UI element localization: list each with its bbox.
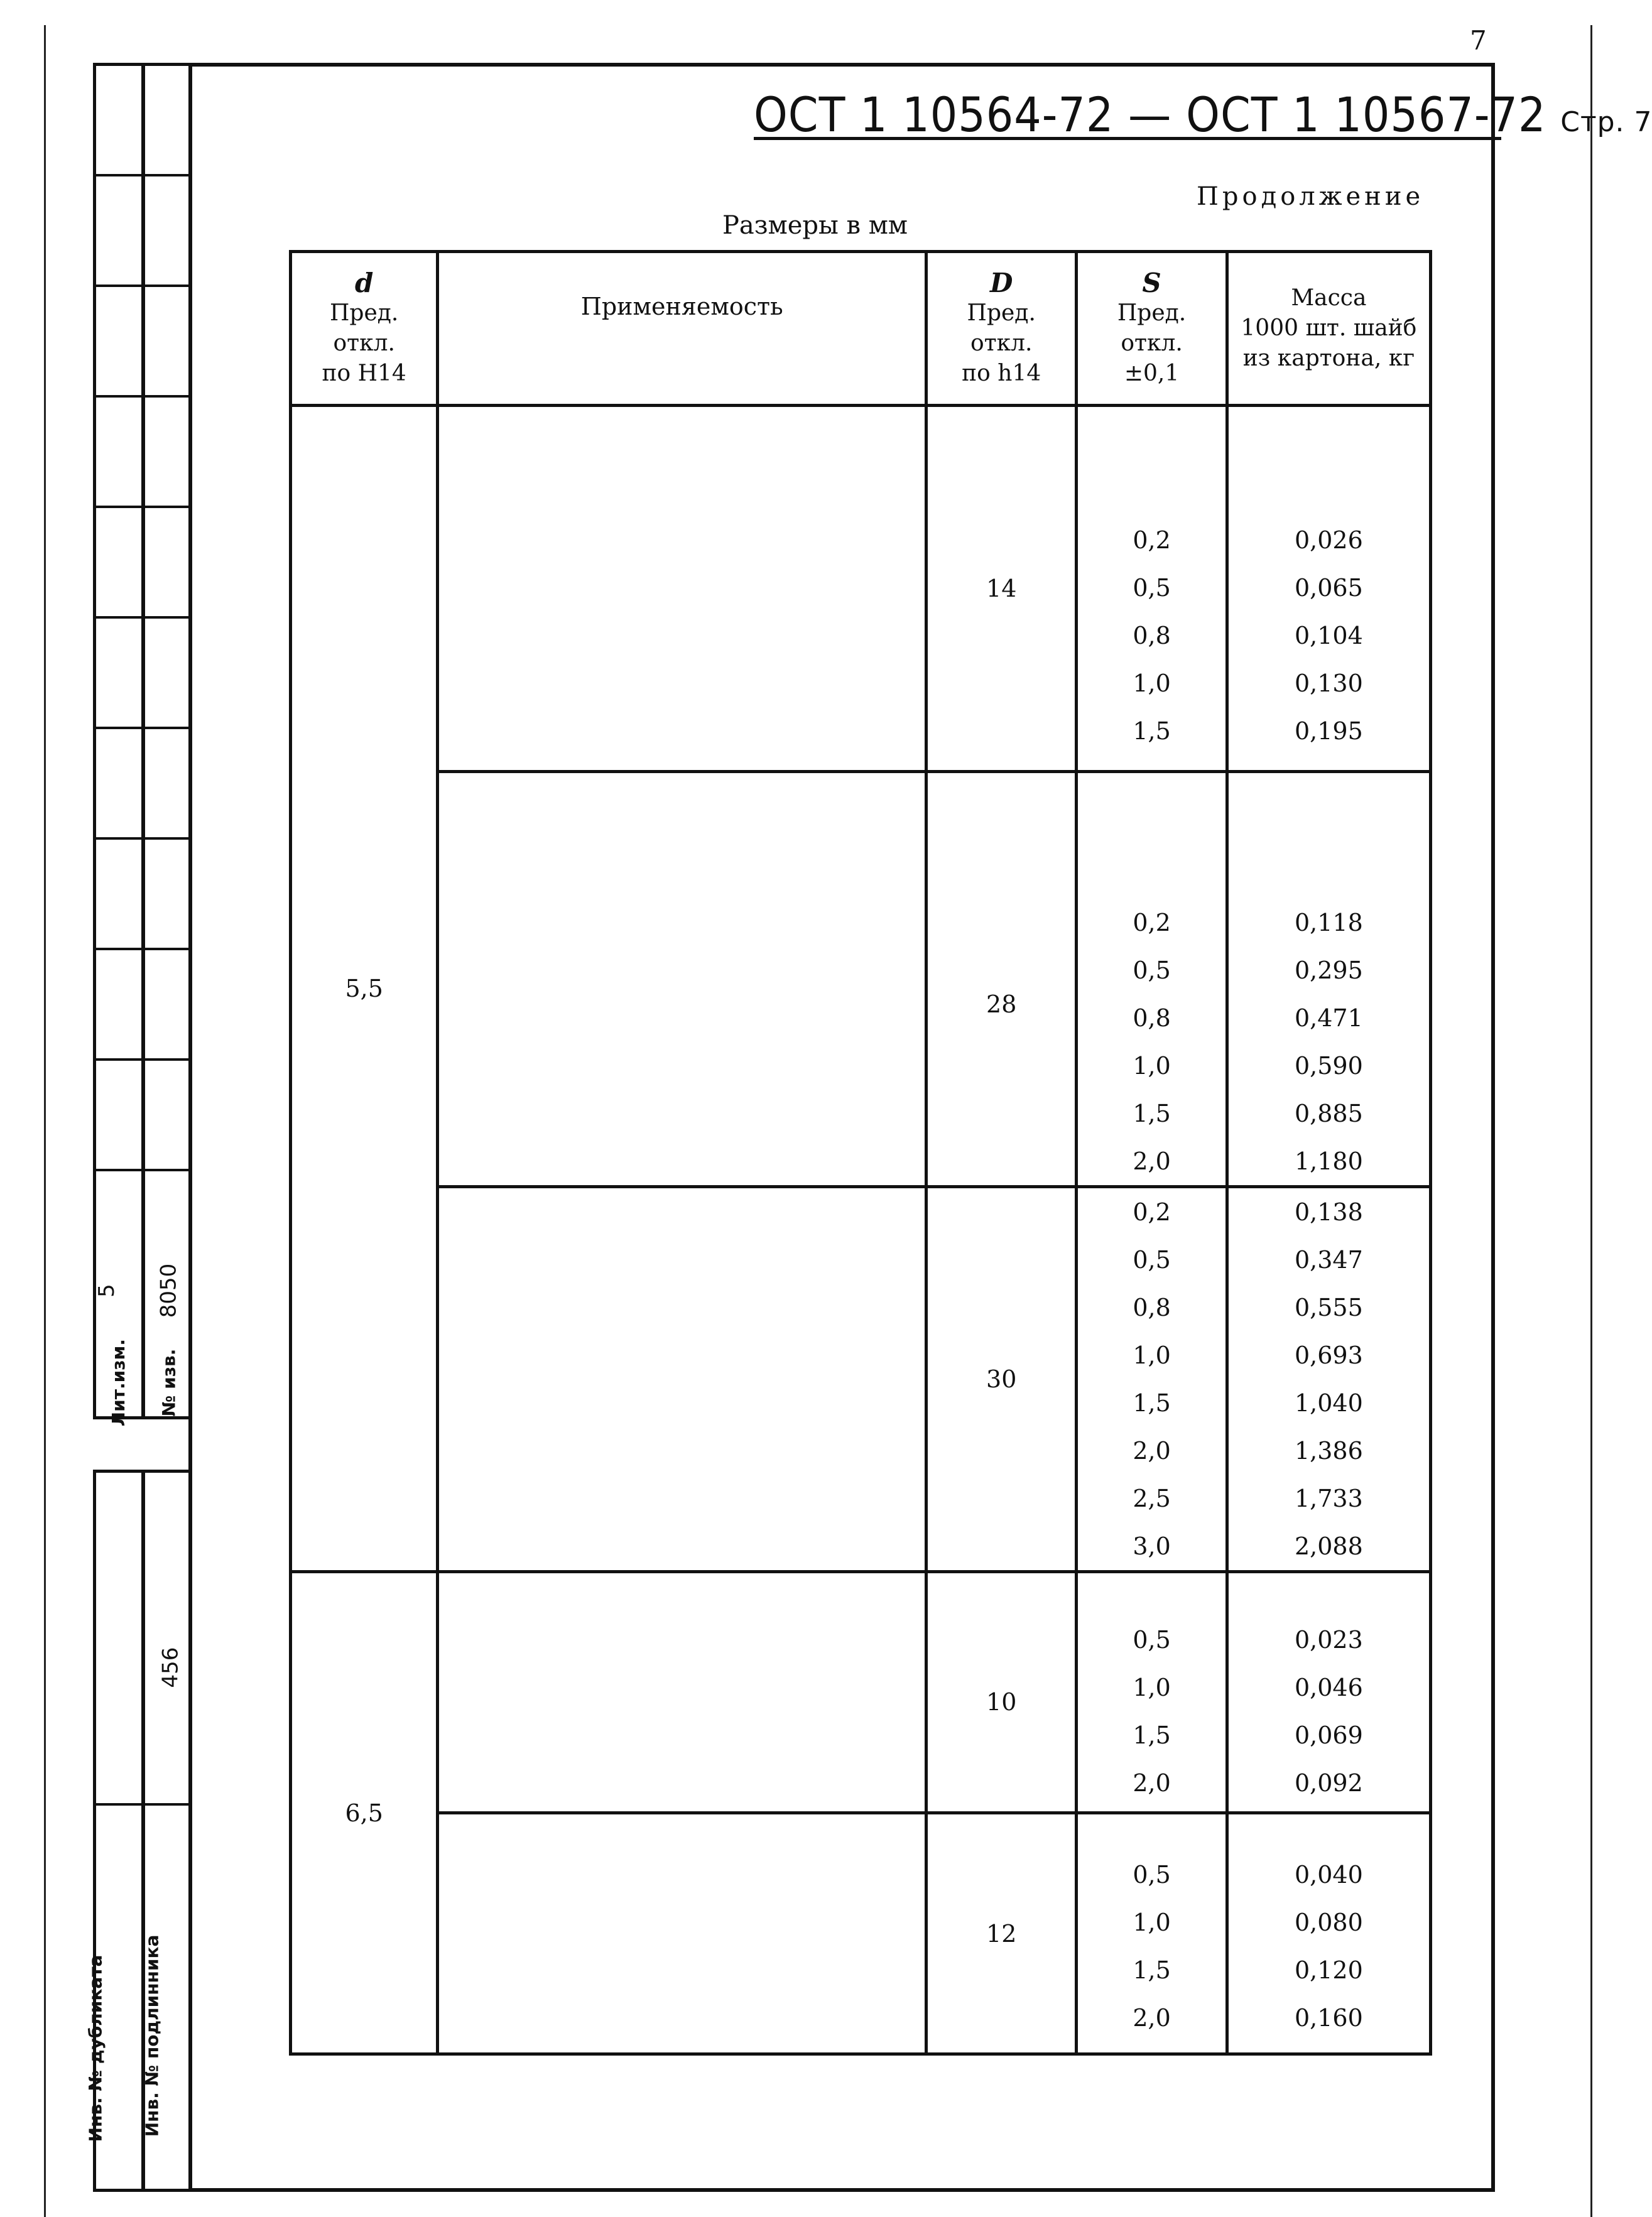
d-value-cell — [291, 406, 438, 1572]
col-S-line: Пред. — [1117, 300, 1187, 326]
page-number: 7 — [1470, 25, 1487, 56]
col-d-line: Пред. — [330, 300, 399, 326]
D-value: 10 — [986, 1688, 1017, 1716]
mass-value: 0,195 — [1294, 717, 1363, 745]
col-d-symbol: d — [355, 268, 374, 298]
izv-value: 8050 — [156, 1263, 182, 1318]
applicability-cell — [438, 1572, 927, 1813]
mass-values-cell — [1227, 1572, 1430, 1813]
s-value: 0,2 — [1133, 909, 1171, 936]
d-value-cell — [291, 1572, 438, 2054]
s-value: 2,0 — [1133, 1437, 1171, 1465]
table-row — [291, 406, 1431, 772]
s-value: 1,0 — [1133, 1342, 1171, 1369]
col-D-line: Пред. — [967, 300, 1036, 326]
washer-table — [289, 250, 1432, 2056]
izv-label: № изв. — [158, 1348, 180, 1417]
mass-value: 0,118 — [1294, 909, 1363, 936]
table-row — [291, 1572, 1431, 1813]
mass-value: 0,160 — [1294, 2003, 1363, 2032]
D-value: 12 — [986, 1919, 1017, 1948]
D-value: 28 — [986, 990, 1017, 1018]
dimensions-note: Размеры в мм — [722, 211, 908, 240]
D-value-cell — [927, 406, 1077, 772]
s-values-cell — [1077, 1187, 1227, 1572]
header-underline — [754, 137, 1501, 140]
s-value: 1,5 — [1133, 1956, 1171, 1984]
mass-value: 0,023 — [1294, 1625, 1363, 1654]
s-value: 3,0 — [1133, 1532, 1171, 1560]
s-value: 0,5 — [1133, 574, 1171, 602]
mass-value: 0,120 — [1294, 1956, 1363, 1984]
col-mass-line: 1000 шт. шайб — [1241, 315, 1417, 341]
mass-value: 1,386 — [1294, 1437, 1363, 1465]
s-value: 2,5 — [1133, 1485, 1171, 1512]
s-value: 0,8 — [1133, 622, 1171, 649]
mass-values-cell — [1227, 772, 1430, 1187]
s-value: 0,5 — [1133, 957, 1171, 984]
D-value: 30 — [986, 1365, 1017, 1393]
applicability-cell — [438, 406, 927, 772]
s-value: 0,2 — [1133, 1198, 1171, 1226]
mass-value: 0,065 — [1294, 574, 1363, 602]
s-values-cell — [1077, 1572, 1227, 1813]
mass-value: 0,295 — [1294, 957, 1363, 984]
mass-value: 0,026 — [1294, 526, 1363, 554]
col-D — [927, 252, 1077, 406]
s-value: 1,0 — [1133, 1052, 1171, 1080]
podl-value: 456 — [158, 1647, 183, 1688]
s-value: 1,5 — [1133, 1721, 1171, 1749]
mass-value: 0,069 — [1294, 1721, 1363, 1749]
col-S-symbol: S — [1142, 268, 1161, 298]
d-value: 5,5 — [345, 975, 383, 1002]
table-row — [291, 1813, 1431, 2054]
col-D-line: по h14 — [962, 360, 1041, 386]
side-stamp-upper-right — [142, 63, 192, 1419]
s-value: 1,0 — [1133, 669, 1171, 697]
col-S-line: ±0,1 — [1124, 360, 1180, 386]
s-values-cell — [1077, 406, 1227, 772]
s-value: 0,5 — [1133, 1246, 1171, 1274]
col-D-line: откл. — [970, 330, 1033, 356]
D-value-cell — [927, 772, 1077, 1187]
d-value: 6,5 — [345, 1799, 383, 1827]
applicability-cell — [438, 1813, 927, 2054]
lit-izm-label: Лит.изм. — [108, 1338, 129, 1427]
D-value-cell — [927, 1187, 1077, 1572]
mass-values-cell — [1227, 1813, 1430, 2054]
lit-izm-value: 5 — [94, 1284, 119, 1298]
col-D-symbol: D — [990, 268, 1013, 298]
mass-value: 0,885 — [1294, 1100, 1363, 1127]
D-value-cell — [927, 1572, 1077, 1813]
mass-value: 0,104 — [1294, 622, 1363, 649]
col-d-line: по Н14 — [322, 360, 406, 386]
col-d — [291, 252, 438, 406]
applicability-cell — [438, 1187, 927, 1572]
mass-value: 0,092 — [1294, 1769, 1363, 1797]
mass-values-cell — [1227, 1187, 1430, 1572]
col-mass — [1227, 252, 1430, 406]
mass-value: 0,080 — [1294, 1908, 1363, 1936]
mass-value: 0,040 — [1294, 1860, 1363, 1889]
mass-value: 1,733 — [1294, 1485, 1363, 1512]
s-value: 1,5 — [1133, 1389, 1171, 1417]
mass-value: 0,130 — [1294, 669, 1363, 697]
col-applicability — [438, 252, 927, 406]
s-value: 0,8 — [1133, 1004, 1171, 1032]
s-value: 0,5 — [1133, 1625, 1171, 1654]
s-value: 2,0 — [1133, 1147, 1171, 1175]
s-value: 1,5 — [1133, 1100, 1171, 1127]
col-mass-line: из картона, кг — [1242, 345, 1415, 371]
D-value: 14 — [986, 575, 1017, 602]
side-stamp-lower-right — [142, 1470, 192, 2192]
mass-value: 0,046 — [1294, 1673, 1363, 1701]
side-stamp-upper-left — [93, 63, 144, 1427]
D-value-cell — [927, 1813, 1077, 2054]
mass-values-cell — [1227, 406, 1430, 772]
s-value: 2,0 — [1133, 2003, 1171, 2032]
col-d-line: откл. — [333, 330, 395, 356]
s-value: 2,0 — [1133, 1769, 1171, 1797]
s-values-cell — [1077, 772, 1227, 1187]
table-row — [291, 772, 1431, 1187]
col-S — [1077, 252, 1227, 406]
applicability-cell — [438, 772, 927, 1187]
s-values-cell — [1077, 1813, 1227, 2054]
col-applicability-label: Применяемость — [580, 293, 783, 320]
continuation-label: Продолжение — [1197, 182, 1425, 211]
mass-value: 0,590 — [1294, 1052, 1363, 1080]
s-value: 1,5 — [1133, 717, 1171, 745]
mass-value: 0,471 — [1294, 1004, 1363, 1032]
side-stamp-lower-left — [85, 1470, 144, 2192]
podl-label: Инв. № подлинника — [141, 1934, 163, 2137]
page-label: Стр. 7 — [1560, 106, 1652, 138]
mass-value: 0,347 — [1294, 1246, 1363, 1274]
s-value: 0,8 — [1133, 1294, 1171, 1321]
mass-value: 0,138 — [1294, 1198, 1363, 1226]
document-code — [754, 87, 1652, 143]
outer-right-border — [1590, 25, 1592, 2217]
s-value: 0,2 — [1133, 526, 1171, 554]
mass-value: 0,555 — [1294, 1294, 1363, 1321]
mass-value: 1,040 — [1294, 1389, 1363, 1417]
col-mass-line: Масса — [1291, 285, 1367, 311]
col-S-line: откл. — [1121, 330, 1183, 356]
table-header-row — [291, 252, 1431, 406]
s-value: 1,0 — [1133, 1908, 1171, 1936]
table-row — [291, 1187, 1431, 1572]
s-value: 0,5 — [1133, 1860, 1171, 1889]
dubl-label: Инв. № дубликата — [85, 1954, 106, 2142]
mass-value: 1,180 — [1294, 1147, 1363, 1175]
s-value: 1,0 — [1133, 1673, 1171, 1701]
mass-value: 0,693 — [1294, 1342, 1363, 1369]
mass-value: 2,088 — [1294, 1532, 1363, 1560]
standard-code: ОСТ 1 10564-72 — ОСТ 1 10567-72 — [754, 87, 1546, 143]
outer-left-border — [44, 25, 46, 2217]
